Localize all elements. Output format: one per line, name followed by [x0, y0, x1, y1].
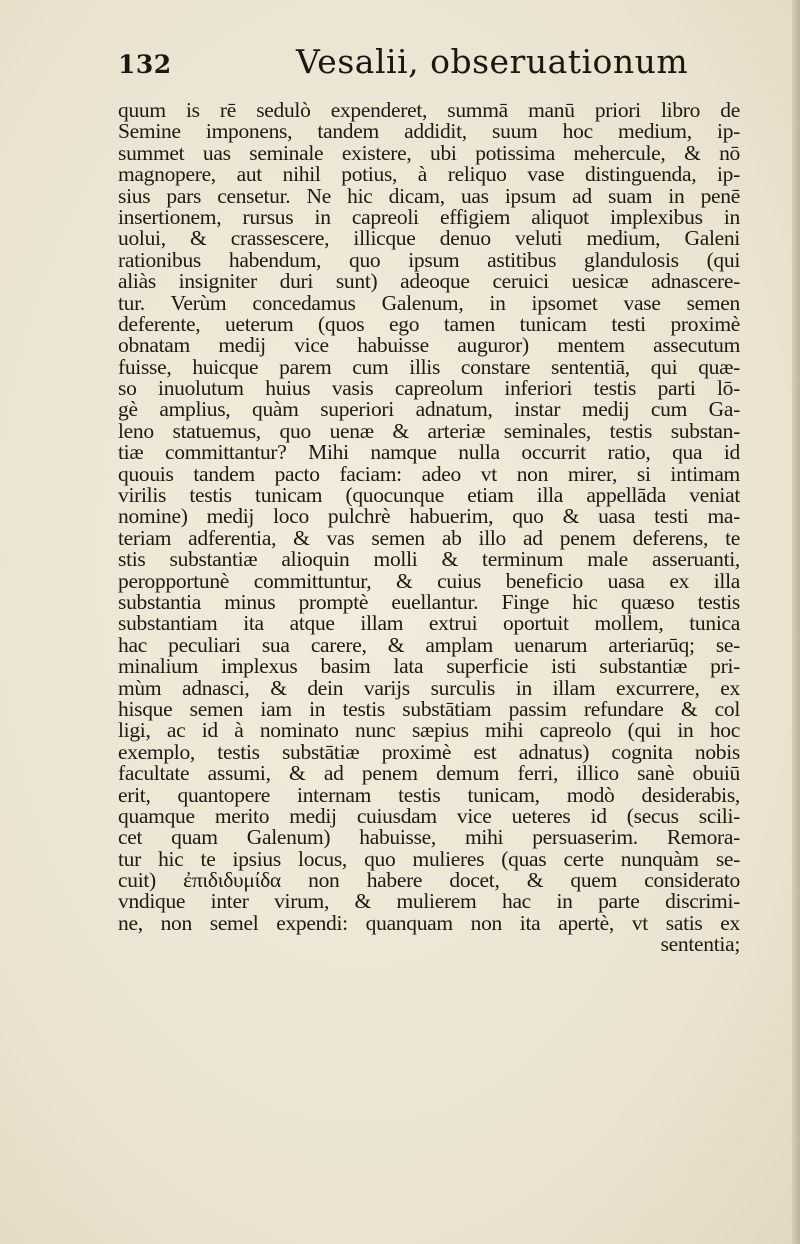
catchword: sententia;: [660, 932, 740, 957]
page-header: [118, 40, 718, 92]
text-line: insertionem, rursus in capreoli effigiem aliquot implexibus in: [118, 204, 740, 229]
text-line: rationibus habendum, quo ipsum astitibus glandulosis (qui: [118, 247, 740, 272]
text-line: aliàs insigniter duri sunt) adeoque ceruici uesicæ adnascere-: [118, 269, 740, 294]
text-line: so inuolutum huius vasis capreolum inferiori testis parti lō-: [118, 376, 740, 401]
running-head: Vesalii, obseruationum: [296, 42, 689, 81]
text-line: minalium implexus basim lata superficie isti substantiæ pri-: [118, 654, 740, 679]
text-line: cuit) ἐπιδιδυμίδα non habere docet, & quem considerato: [118, 868, 740, 893]
body-text: [118, 100, 740, 956]
text-line: Semine imponens, tandem addidit, suum hoc medium, ip-: [118, 119, 740, 144]
text-line: magnopere, aut nihil potius, à reliquo vase distinguenda, ip-: [118, 162, 740, 187]
text-line: mùm adnasci, & dein varijs surculis in illam excurrere, ex: [118, 675, 740, 700]
text-line: vndique inter virum, & mulierem hac in parte discrimi-: [118, 889, 740, 914]
text-line: quouis tandem pacto faciam: adeo vt non mirer, si intimam: [118, 461, 740, 486]
text-line: leno statuemus, quo uenæ & arteriæ seminales, testis substan-: [118, 418, 740, 443]
text-line: hisque semen iam in testis substātiam passim refundare & col: [118, 696, 740, 721]
text-line: uolui, & crassescere, illicque denuo veluti medium, Galeni: [118, 226, 740, 251]
text-line: facultate assumi, & ad penem demum ferri, illico sanè obuiū: [118, 761, 740, 786]
text-line: summet uas seminale existere, ubi potissima mehercule, & nō: [118, 140, 740, 165]
page-number: 132: [118, 50, 172, 79]
text-line: virilis testis tunicam (quocunque etiam illa appellāda veniat: [118, 483, 740, 508]
text-line: peropportunè committuntur, & cuius beneficio uasa ex illa: [118, 568, 740, 593]
text-line: tur hic te ipsius locus, quo mulieres (quas certe nunquàm se-: [118, 846, 740, 871]
text-line: fuisse, huicque parem cum illis constare sententiā, qui quæ-: [118, 354, 740, 379]
text-line: quum is rē sedulò expenderet, summā manū priori libro de: [118, 98, 740, 122]
text-line: substantia minus promptè euellantur. Finge hic quæso testis: [118, 589, 740, 614]
text-line: teriam adferentia, & vas semen ab illo ad penem deferens, te: [118, 525, 740, 550]
text-line: substantiam ita atque illam extrui oportuit mollem, tunica: [118, 611, 740, 636]
text-line: deferente, ueterum (quos ego tamen tunicam testi proximè: [118, 311, 740, 336]
text-line: nomine) medij loco pulchrè habuerim, quo & uasa testi ma-: [118, 504, 740, 529]
text-line: obnatam medij vice habuisse auguror) mentem assecutum: [118, 333, 740, 358]
text-line: quamque merito medij cuiusdam vice ueteres id (secus scili-: [118, 803, 740, 828]
text-line: ligi, ac id à nominato nunc sæpius mihi capreolo (qui in hoc: [118, 718, 740, 743]
text-line: erit, quantopere internam testis tunicam, modò desiderabis,: [118, 782, 740, 807]
text-line: exemplo, testis substātiæ proximè est adnatus) cognita nobis: [118, 739, 740, 764]
text-line: gè amplius, quàm superiori adnatum, instar medij cum Ga-: [118, 397, 740, 422]
text-line: cet quam Galenum) habuisse, mihi persuaserim. Remora-: [118, 825, 740, 850]
text-line: sius pars censetur. Ne hic dicam, uas ipsum ad suam in penē: [118, 183, 740, 208]
text-line: tiæ committantur? Mihi namque nulla occurrit ratio, qua id: [118, 440, 740, 465]
text-line: stis substantiæ alioquin molli & terminum male asseruanti,: [118, 547, 740, 572]
text-line: ne, non semel expendi: quanquam non ita apertè, vt satis ex: [118, 910, 740, 935]
text-line: tur. Verùm concedamus Galenum, in ipsomet vase semen: [118, 290, 740, 315]
page-edge: [792, 0, 800, 1244]
text-line: hac peculiari sua carere, & amplam uenarum arteriarūq; se-: [118, 632, 740, 657]
